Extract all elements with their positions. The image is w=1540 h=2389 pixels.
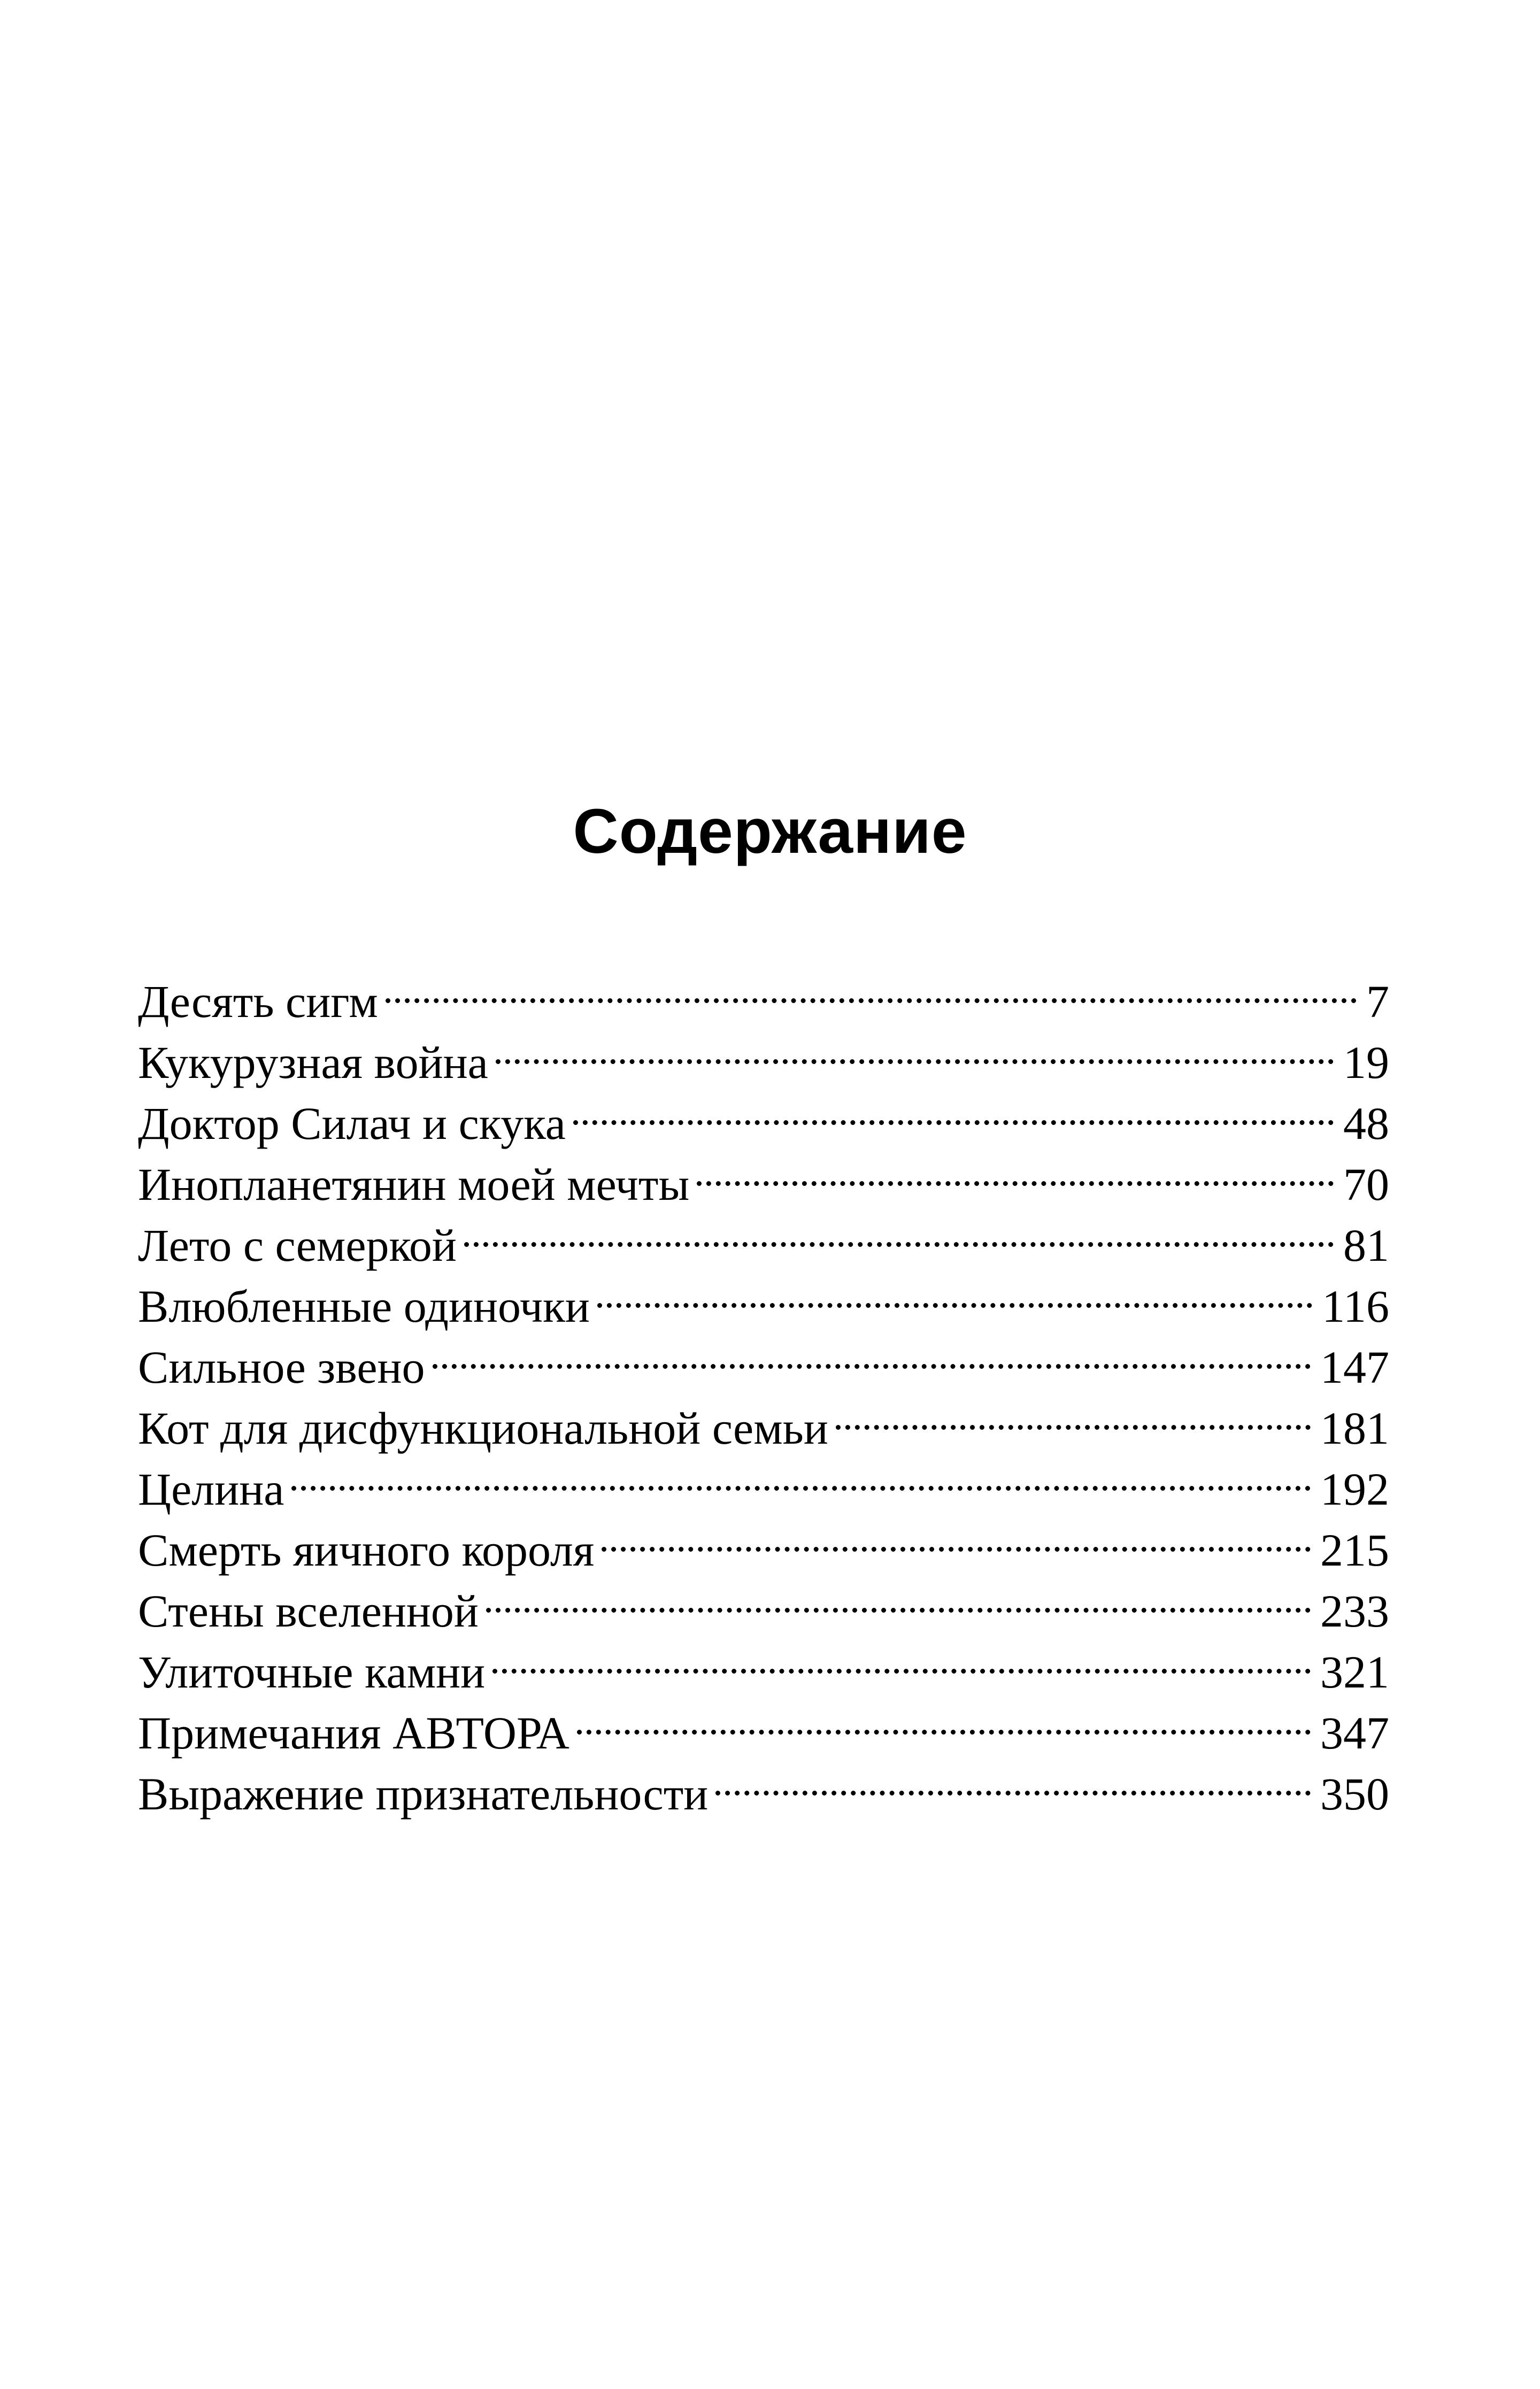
toc-entry-label: Улиточные камни xyxy=(138,1646,486,1698)
dot-leader xyxy=(461,1200,1341,1261)
dot-leader xyxy=(594,1261,1320,1322)
toc-entry-page: 347 xyxy=(1320,1707,1389,1759)
toc-entry-page: 70 xyxy=(1343,1159,1389,1210)
toc-entry-label: Стены вселенной xyxy=(138,1585,479,1637)
toc-entry-label: Выражение признательности xyxy=(138,1768,709,1820)
toc-entry-label: Кот для дисфункциональной семьи xyxy=(138,1402,828,1454)
toc-entry-label: Целина xyxy=(138,1463,284,1515)
toc-entry-page: 48 xyxy=(1343,1098,1389,1149)
dot-leader xyxy=(429,1322,1318,1383)
dot-leader xyxy=(833,1383,1318,1444)
toc-title: Содержание xyxy=(573,796,967,867)
dot-leader xyxy=(570,1078,1341,1139)
dot-leader xyxy=(288,1444,1318,1505)
toc-entry-page: 181 xyxy=(1320,1402,1389,1454)
toc-entry-label: Кукурузная война xyxy=(138,1037,488,1088)
toc-entry-page: 81 xyxy=(1343,1220,1389,1271)
dot-leader xyxy=(598,1505,1318,1566)
dot-leader xyxy=(489,1627,1318,1687)
toc-entry-label: Лето с семеркой xyxy=(138,1220,457,1271)
toc-entry-page: 116 xyxy=(1322,1281,1389,1332)
toc-entry-label: Доктор Силач и скука xyxy=(138,1098,566,1149)
dot-leader xyxy=(483,1566,1318,1627)
toc-entry-smert-yaichnogo-korolya xyxy=(138,1505,1389,1576)
toc-entry-tselina xyxy=(138,1444,1389,1515)
dot-leader xyxy=(492,1017,1341,1078)
toc-entry-page: 7 xyxy=(1366,976,1389,1027)
toc-list xyxy=(138,956,1389,1820)
toc-entry-page: 147 xyxy=(1320,1342,1389,1393)
dot-leader xyxy=(574,1687,1318,1748)
toc-entry-label: Смерть яичного короля xyxy=(138,1524,595,1576)
toc-entry-desyat-sigm xyxy=(138,956,1389,1027)
toc-entry-label: Десять сигм xyxy=(138,976,378,1027)
toc-entry-label: Влюбленные одиночки xyxy=(138,1281,590,1332)
toc-entry-page: 215 xyxy=(1320,1524,1389,1576)
toc-entry-page: 233 xyxy=(1320,1585,1389,1637)
toc-entry-page: 19 xyxy=(1343,1037,1389,1088)
dot-leader xyxy=(382,956,1364,1017)
toc-entry-label: Примечания АВТОРА xyxy=(138,1707,569,1759)
toc-entry-label: Инопланетянин моей мечты xyxy=(138,1159,690,1210)
dot-leader xyxy=(712,1748,1318,1809)
toc-entry-page: 321 xyxy=(1320,1646,1389,1698)
dot-leader xyxy=(694,1139,1341,1200)
toc-entry-label: Сильное звено xyxy=(138,1342,425,1393)
toc-entry-page: 350 xyxy=(1320,1768,1389,1820)
toc-entry-page: 192 xyxy=(1320,1463,1389,1515)
